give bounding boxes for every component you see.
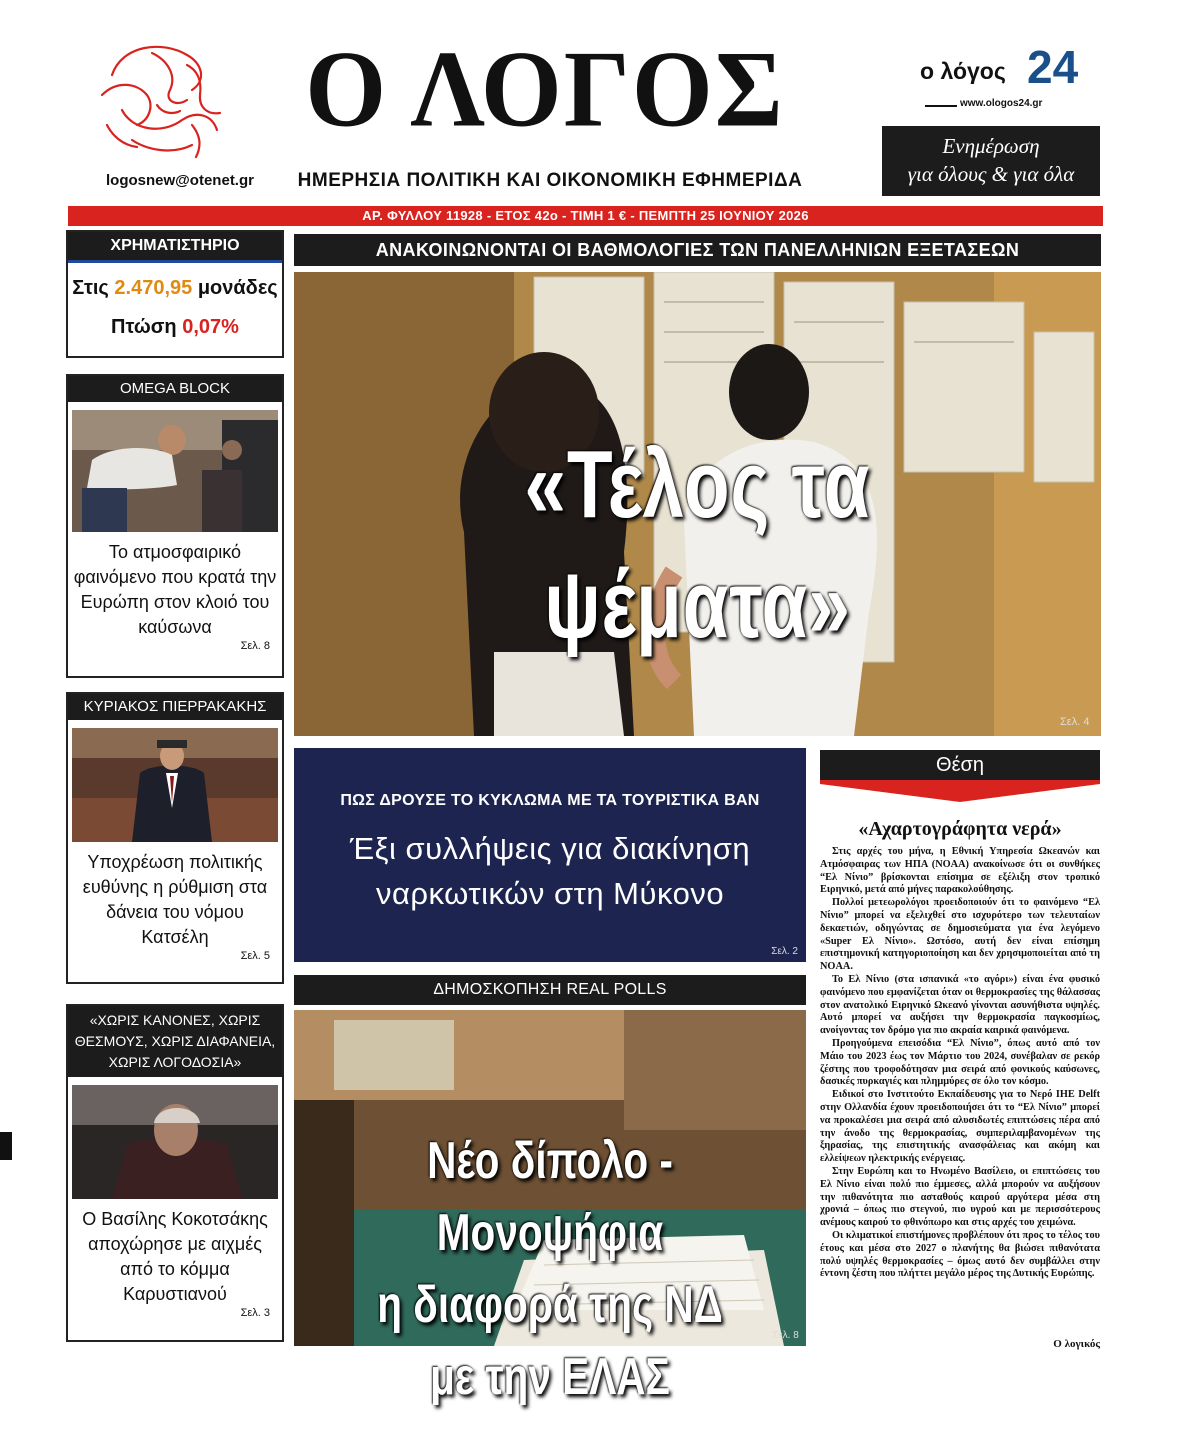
brand24-logo[interactable] [905, 40, 1095, 120]
editorial-title: «Αχαρτογράφητα νερά» [858, 818, 1062, 840]
sidebar-story-text: Ο Βασίλης Κοκοτσάκης αποχώρησε με αιχμές από το κόμμα Καρυστιανού [82, 1209, 268, 1304]
masthead-subtitle: ΗΜΕΡΗΣΙΑ ΠΟΛΙΤΙΚΗ ΚΑΙ ΟΙΚΟΝΟΜΙΚΗ ΕΦΗΜΕΡΙΔΑ [297, 170, 803, 191]
editorial-paragraph: Ειδικοί στο Ινστιτούτο Εκπαίδευσης για το Νερό IHE Delft στην Ολλανδία έχουν προειδοποιήσει ότι το “Ελ Νίνιο” μπορεί να προκαλέσει μια σειρά από αλυσιδωτές επιπτώσεις πέρα από την άνοδο της θερμοκρασίας, συμπεριλαμβανομένων της ξηρασίας, της επιστητικής ανασφάλειας και ακόμη και ελλείψεων ηλεκτρικής ενέργειας. [820, 1089, 1100, 1165]
editorial-body [820, 846, 1100, 1281]
main-story-headline[interactable]: «Τέλος τα ψέματα» [524, 431, 871, 658]
poll-headline[interactable] [350, 1125, 749, 1413]
mykonos-kicker: ΠΩΣ ΔΡΟΥΣΕ ΤΟ ΚΥΚΛΩΜΑ ΜΕ ΤΑ ΤΟΥΡΙΣΤΙΚΑ ΒΑΝ [340, 792, 760, 809]
brand24-text: ο λόγος [920, 58, 1006, 84]
scan-edge-mark [0, 1132, 12, 1160]
sidebar-story-page: Σελ. 8 [240, 640, 270, 652]
stock-value: 2.470,95 [114, 277, 193, 299]
mykonos-headline-line-1: Έξι συλλήψεις για διακίνηση [349, 831, 751, 866]
sidebar-story-photo [72, 728, 278, 842]
tagline-line-2: για όλους & για όλα [907, 162, 1075, 186]
stock-change-line [68, 316, 282, 339]
mykonos-headline [294, 826, 806, 916]
sidebar-story-page: Σελ. 5 [240, 950, 270, 962]
stock-market-box [66, 230, 284, 358]
sidebar-story-kokotsakis[interactable] [66, 1004, 284, 1342]
sidebar-story-text: Υποχρέωση πολιτικής ευθύνης η ρύθμιση στα δάνεια του νόμου Κατσέλη [82, 852, 268, 947]
mykonos-story-box[interactable] [294, 748, 806, 962]
stock-change-label: Πτώση [111, 316, 177, 338]
poll-kicker: ΔΗΜΟΣΚΟΠΗΣΗ REAL POLLS [294, 975, 806, 1005]
contact-email[interactable]: logosnew@otenet.gr [106, 172, 254, 189]
main-story-page: Σελ. 4 [1060, 716, 1090, 728]
sidebar-story-page: Σελ. 3 [240, 1307, 270, 1319]
sidebar-story-heading: ΚΥΡΙΑΚΟΣ ΠΙΕΡΡΑΚΑΚΗΣ [68, 694, 282, 720]
logo-illustration [92, 35, 232, 165]
masthead-title: Ο ΛΟΓΟΣ [305, 29, 785, 150]
stock-change-value: 0,07% [182, 316, 239, 338]
poll-headline-line-1: Νέο δίπολο - Μονοψήφια [427, 1132, 673, 1262]
poll-headline-line-2: η διαφορά της ΝΔ με την ΕΛΑΣ [377, 1276, 723, 1406]
sidebar-story-pierrakakis[interactable] [66, 692, 284, 984]
editorial-signature: Ο λογικός [1053, 1338, 1100, 1350]
issue-info-bar: ΑΡ. ΦΥΛΛΟΥ 11928 - ΕΤΟΣ 42ο - ΤΙΜΗ 1 € - ΠΕΜΠΤΗ 25 ΙΟΥΝΙΟΥ 2026 [68, 206, 1103, 226]
stock-prefix: Στις [72, 277, 109, 299]
editorial-paragraph: Πολλοί μετεωρολόγοι προειδοποιούν ότι το φαινόμενο “Ελ Νίνιο” μπορεί να εξελιχθεί στο ισχυρότερο των τελευταίων δεκαετιών, οδηγώντας σε δημοσιεύματα για ένα λεγόμενο «Super Ελ Νίνιο». Ωστόσο, αυτή δεν είναι επίσημη επιστημονική κατηγοριοποίηση και δεν χρησιμοποιείται από τη NOAA. [820, 897, 1100, 973]
editorial-paragraph: Στις αρχές του μήνα, η Εθνική Υπηρεσία Ωκεανών και Ατμόσφαιρας των ΗΠΑ (NOAA) ανακοίνωσε ότι οι συνθήκες “Ελ Νίνιο” βρίσκονται επίσημα σε εξέλιξη στον τροπικό Ειρηνικό, μετά από μήνες παρακολούθησης. [820, 846, 1100, 896]
sidebar-story-photo [72, 410, 278, 532]
editorial-paragraph: Στην Ευρώπη και το Ηνωμένο Βασίλειο, οι επιπτώσεις του Ελ Νίνιο είναι πολύ πιο έμμεσες, αλλά μπορούν να αυξήσουν την πιθανότητα πιο ασταθούς καιρού αργότερα μέσα στη χρονιά – όπως πιο στεγνού, πιο υγρού και με περισσότερους ανέμους καιρού το φθινόπωρο και στις αρχές του χειμώνα. [820, 1165, 1100, 1229]
sidebar-story-omega-block[interactable] [66, 374, 284, 678]
stock-index-line [68, 277, 282, 300]
sidebar-story-text: Το ατμοσφαιρικό φαινόμενο που κρατά την Ευρώπη στον κλοιό του καύσωνα [73, 542, 277, 637]
mykonos-headline-line-2: ναρκωτικών στη Μύκονο [375, 876, 725, 911]
sidebar-story-photo [72, 1085, 278, 1199]
brand24-number: 24 [1027, 41, 1079, 93]
main-story-kicker: ΑΝΑΚΟΙΝΩΝΟΝΤΑΙ ΟΙ ΒΑΘΜΟΛΟΓΙΕΣ ΤΩΝ ΠΑΝΕΛΛΗΝΙΩΝ ΕΞΕΤΑΣΕΩΝ [294, 234, 1101, 266]
editorial-section-label: Θέση [820, 750, 1100, 784]
tagline-box [882, 126, 1100, 196]
poll-page: Σελ. 8 [772, 1330, 799, 1341]
brand24-url[interactable]: www.ologos24.gr [960, 98, 1043, 109]
sidebar-story-heading: OMEGA BLOCK [68, 376, 282, 402]
mykonos-page: Σελ. 2 [771, 946, 798, 957]
brand24-divider [925, 105, 957, 107]
sidebar-story-heading: «ΧΩΡΙΣ ΚΑΝΟΝΕΣ, ΧΩΡΙΣ ΘΕΣΜΟΥΣ, ΧΩΡΙΣ ΔΙΑΦΑΝΕΙΑ, ΧΩΡΙΣ ΛΟΓΟΔΟΣΙΑ» [68, 1006, 282, 1077]
editorial-section-arrow [820, 784, 1100, 802]
stock-suffix: μονάδες [197, 277, 278, 299]
tagline-line-1: Ενημέρωση [942, 134, 1040, 158]
stock-heading: ΧΡΗΜΑΤΙΣΤΗΡΙΟ [68, 232, 282, 263]
editorial-paragraph: Το Ελ Νίνιο (στα ισπανικά «το αγόρι») είναι ένα φυσικό φαινόμενο που εμφανίζεται όταν οι θερμοκρασίες της θάλασσας στον ανατολικό Ειρηνικό Ωκεανό γίνονται ασυνήθιστα υψηλές. Αυτό μπορεί να αυξήσει την θερμοκρασία παγκοσμίως, ανοίγοντας τον δρόμο για πιο ακραία καιρικά φαινόμενα. [820, 973, 1100, 1037]
editorial-paragraph: Οι κλιματικοί επιστήμονες προβλέπουν ότι προς το τέλος του έτους και μέσα στο 2027 ο πλανήτης θα βιώσει πιθανότατα πολύ υψηλές θερμοκρασίες – όμως αυτό δεν συμβάλλει στην έντονη ζέστη που πλήττει μεγάλο μέρος της Δυτικής Ευρώπης. [820, 1229, 1100, 1280]
editorial-paragraph: Προηγούμενα επεισόδια “Ελ Νίνιο”, όπως αυτό από τον Μάιο του 2023 έως τον Μάρτιο του 2024, συνέβαλαν σε ρεκόρ ζέστης που τροφοδότησαν μια σειρά από φονικούς καύσωνες, δασικές πυρκαγιές και πλημμύρες σε όλο τον κόσμο. [820, 1037, 1100, 1088]
